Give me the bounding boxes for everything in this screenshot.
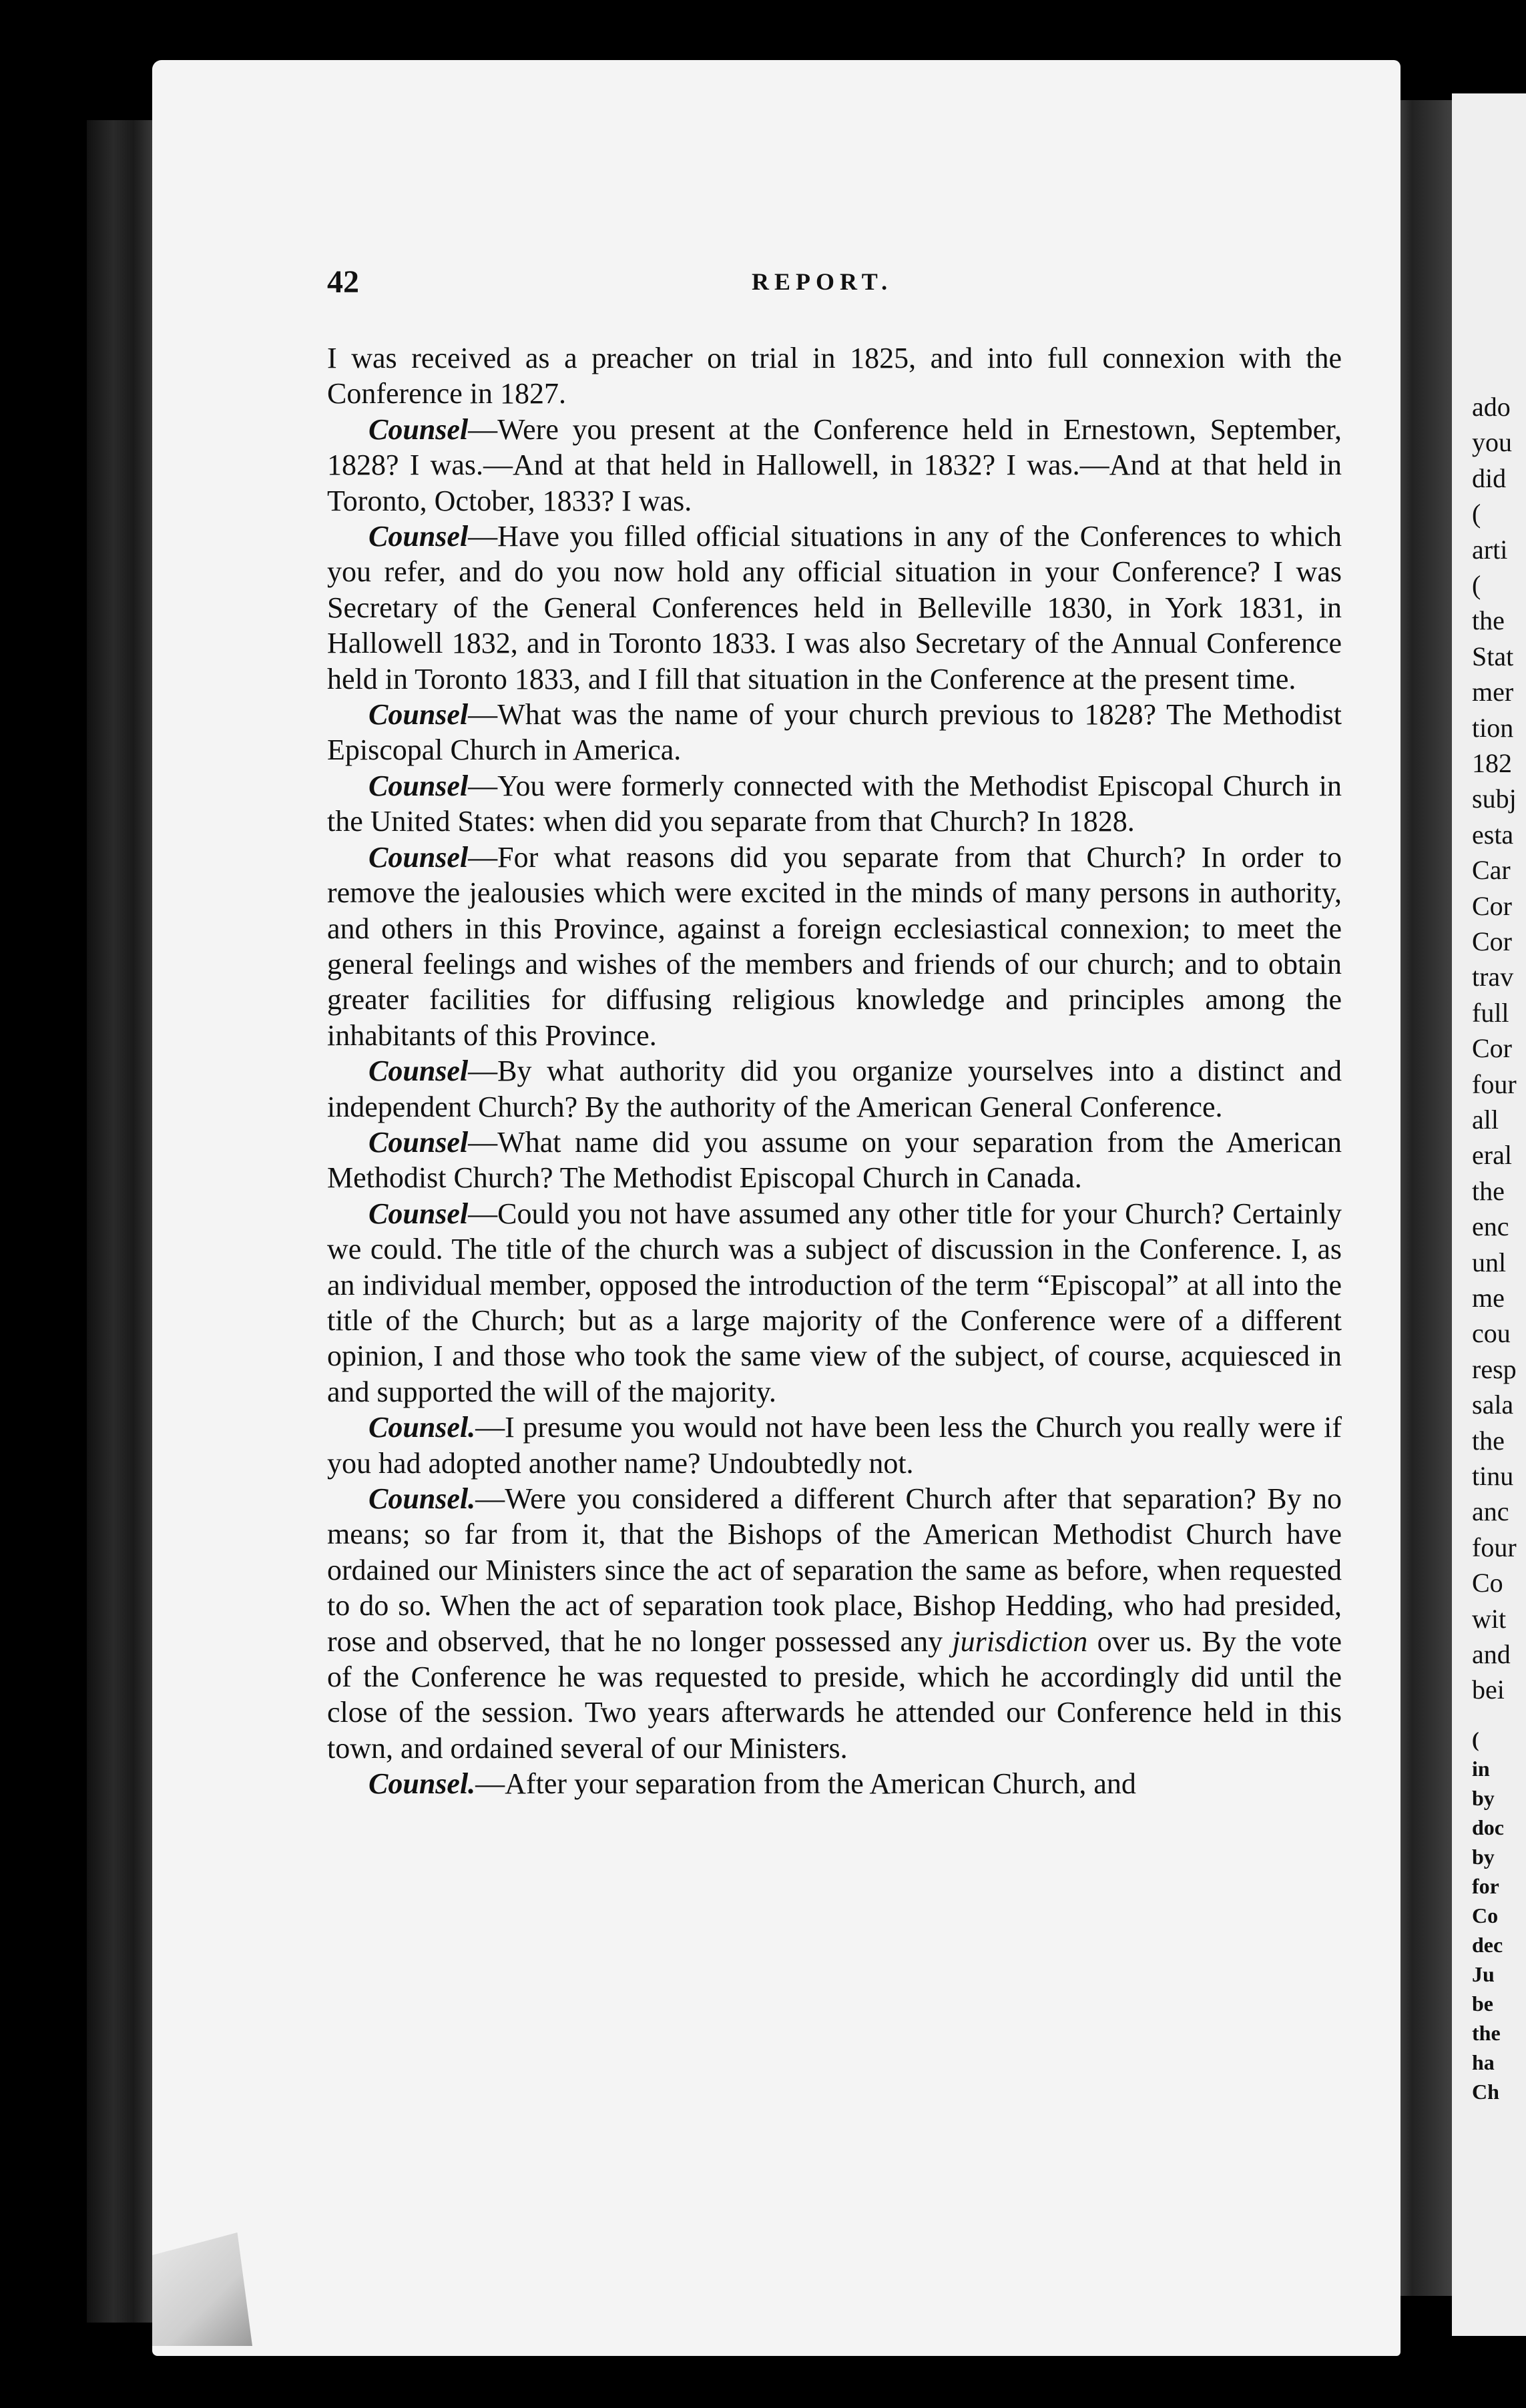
page-number: 42	[327, 264, 359, 300]
testimony-text: —You were formerly connected with the Methodist Episcopal Church in the United States: when did you separate from that Church? In 1828.	[327, 769, 1342, 838]
facing-page-fragment: Stat	[1472, 641, 1514, 671]
facing-page-fragment: Cor	[1472, 890, 1512, 921]
testimony-text: —I presume you would not have been less the Church you really were if you had adopted another name? Undoubtedly not.	[327, 1411, 1342, 1480]
facing-page-fragment: cou	[1472, 1318, 1511, 1349]
testimony-paragraph	[327, 1766, 1342, 1801]
book-binding	[87, 120, 154, 2323]
facing-page-fragment: four	[1472, 1532, 1517, 1562]
facing-page-fragment: for	[1472, 1873, 1499, 1898]
facing-page-fragment: full	[1472, 997, 1509, 1028]
testimony-paragraph	[327, 1410, 1342, 1481]
facing-page-fragment: the	[1472, 605, 1505, 636]
facing-page-fragment: Cor	[1472, 926, 1512, 956]
speaker-label: Counsel.	[368, 1767, 476, 1801]
facing-page-fragment: wit	[1472, 1603, 1507, 1634]
testimony-paragraph	[327, 1196, 1342, 1410]
testimony-text: —Could you not have assumed any other title for your Church? Certainly we could. The title of the church was a subject of discussion in the Conference. I, as an individual member, opposed the introduction of the term “Episcopal” at all into the title of the Church; but as a large majority of the Conference were of a different opinion, I and those who took the same view of the subject, of course, acquiesced in and supported the will of the majority.	[327, 1197, 1342, 1408]
facing-page-fragment: trav	[1472, 962, 1514, 992]
speaker-label: Counsel	[368, 698, 469, 731]
facing-page-fragment: Ch	[1472, 2079, 1499, 2104]
testimony-text: —After your separation from the American Church, and	[475, 1767, 1136, 1801]
opening-paragraph: I was received as a preacher on trial in 1825, and into full connexion with the Conference in 1827.	[327, 342, 1342, 410]
speaker-label: Counsel.	[368, 1411, 476, 1444]
facing-page-fragment: (	[1472, 499, 1481, 529]
facing-page-fragment: did	[1472, 463, 1507, 493]
running-head: REPORT.	[752, 268, 893, 295]
testimony-text: —What was the name of your church previous to 1828? The Methodist Episcopal Church in America.	[327, 698, 1342, 767]
facing-page-fragment: four	[1472, 1069, 1517, 1099]
testimony-paragraph	[327, 412, 1342, 519]
facing-page-fragment: Co	[1472, 1568, 1503, 1598]
facing-page-fragment: (	[1472, 570, 1481, 600]
testimony-paragraph	[327, 1481, 1342, 1766]
speaker-label: Counsel	[368, 769, 469, 802]
testimony-text: —Have you filled official situations in any of the Conferences to which you refer, and do you now hold any official situation in your Conference? I was Secretary of the General Conferences held in Belleville 1830, in York 1831, in Hallowell 1832, and in Toronto 1833. I was also Secretary of the Annual Conference held in Toronto 1833, and I fill that situation in the Conference at the present time.	[327, 520, 1342, 695]
facing-page-fragment: tion	[1472, 712, 1514, 743]
facing-page-fragment: 182	[1472, 748, 1512, 778]
facing-page-fragment: (	[1472, 1727, 1479, 1751]
page-header	[327, 264, 1348, 304]
testimony-text: over us. By the vote of the Conference he was requested to preside, which he accordingly did until the close of the session. Two years afterwards he attended our Conference held in this town, and ordained several of our Ministers.	[327, 1624, 1342, 1765]
facing-page	[1452, 93, 1526, 2336]
testimony-text: —For what reasons did you separate from that Church? In order to remove the jealousies which were excited in the minds of many persons in authority, and others in this Province, against a foreign ecclesiastical connexion; to meet the general feelings and wishes of the members and friends of our church; and to obtain greater facilities for diffusing religious knowledge and principles among the inhabitants of this Province.	[327, 840, 1342, 1052]
speaker-label: Counsel.	[368, 1482, 476, 1515]
testimony-text: —What name did you assume on your separation from the American Methodist Church? The Methodist Episcopal Church in Canada.	[327, 1125, 1342, 1195]
facing-page-fragment: in	[1472, 1756, 1490, 1781]
facing-page-fragment: tinu	[1472, 1461, 1514, 1491]
facing-page-fragment: me	[1472, 1283, 1505, 1313]
testimony-paragraph	[327, 1053, 1342, 1125]
testimony-text: —Were you present at the Conference held in Ernestown, September, 1828? I was.—And at that held in Hallowell, in 1832? I was.—And at that held in Toronto, October, 1833? I was.	[327, 412, 1342, 517]
testimony-paragraph	[327, 519, 1342, 697]
facing-page-fragment: ado	[1472, 392, 1511, 422]
facing-page-fragment: Cor	[1472, 1033, 1512, 1064]
facing-page-fragment: mer	[1472, 677, 1514, 707]
facing-page-fragment: eral	[1472, 1140, 1512, 1171]
facing-page-fragment: be	[1472, 1991, 1493, 2016]
facing-page-fragment: enc	[1472, 1211, 1509, 1242]
speaker-label: Counsel	[368, 412, 469, 446]
facing-page-fragment: the	[1472, 1175, 1505, 1206]
facing-page-fragment: by	[1472, 1785, 1495, 1810]
testimony-paragraph	[327, 840, 1342, 1053]
facing-page-fragment: all	[1472, 1105, 1499, 1135]
facing-page-fragment: doc	[1472, 1815, 1504, 1839]
facing-page-fragment: the	[1472, 1425, 1505, 1456]
speaker-label: Counsel	[368, 840, 469, 874]
facing-page-fragment: and	[1472, 1639, 1511, 1669]
testimony-paragraph	[327, 1125, 1342, 1196]
facing-page-fragment: resp	[1472, 1353, 1517, 1384]
facing-page-fragment: bei	[1472, 1675, 1505, 1705]
facing-page-fragment: Co	[1472, 1903, 1499, 1927]
facing-page-fragment: by	[1472, 1844, 1495, 1869]
facing-page-fragment: dec	[1472, 1932, 1503, 1957]
facing-page-fragment: the	[1472, 2020, 1501, 2045]
facing-page-fragment: subj	[1472, 784, 1517, 814]
facing-page-fragment: Car	[1472, 855, 1511, 886]
facing-page-fragment: unl	[1472, 1247, 1507, 1277]
facing-page-fragment: esta	[1472, 819, 1514, 850]
page-body	[327, 340, 1342, 1802]
facing-page-fragment: Ju	[1472, 1962, 1495, 1986]
speaker-label: Counsel	[368, 1197, 469, 1230]
facing-page-fragment: ha	[1472, 2050, 1495, 2074]
testimony-text: —Were you considered a different Church after that separation? By no means; so far from it, that the Bishops of the American Methodist Church have ordained our Ministers since the act of separation the same as before, when requested to do so. When the act of separation took place, Bishop Hedding, who had presided, rose and observed, that he no longer possessed any	[327, 1482, 1342, 1658]
emphasis-word: jurisdiction	[952, 1624, 1088, 1658]
facing-page-fragment: you	[1472, 427, 1512, 458]
speaker-label: Counsel	[368, 1055, 469, 1088]
testimony-paragraph	[327, 768, 1342, 840]
testimony-text: —By what authority did you organize yourselves into a distinct and independent Church? By the authority of the American General Conference.	[327, 1055, 1342, 1123]
facing-page-fragment: arti	[1472, 534, 1508, 565]
speaker-label: Counsel	[368, 1125, 469, 1159]
speaker-label: Counsel	[368, 520, 469, 553]
facing-page-fragment: sala	[1472, 1390, 1514, 1420]
facing-page-fragment: anc	[1472, 1496, 1509, 1527]
testimony-paragraph	[327, 697, 1342, 768]
